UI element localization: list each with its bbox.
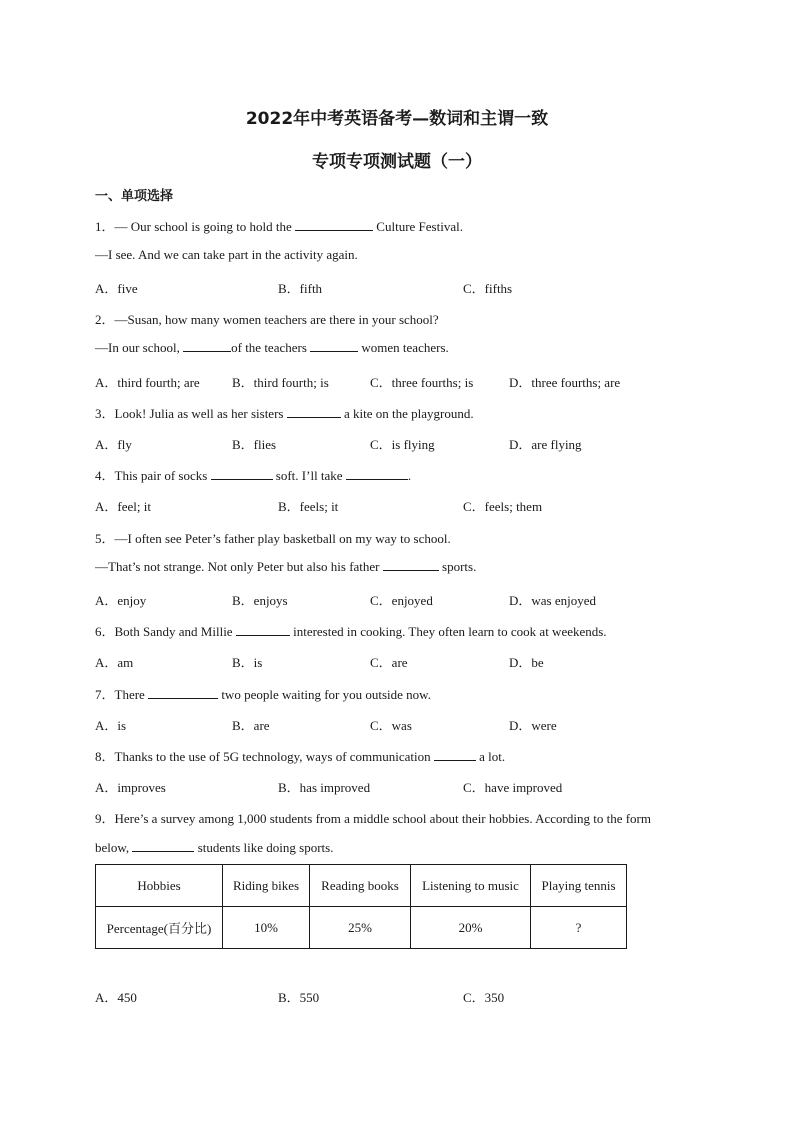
question-5-option-d: D．was enjoyed	[509, 593, 597, 608]
answer-blank	[310, 340, 358, 352]
question-7-option-d: D．were	[509, 718, 557, 733]
question-9-option-b: B．550	[278, 990, 320, 1005]
question-9-line-1: 9．Here’s a survey among 1,000 students from a middle school about their hobbies. According to the form	[95, 811, 651, 826]
question-4-option-c: C．feels; them	[463, 499, 543, 514]
question-9-option-c: C．350	[463, 990, 505, 1005]
table-header-row	[96, 865, 627, 907]
question-3-option-d: D．are flying	[509, 437, 582, 452]
table-cell: Reading books	[310, 865, 411, 907]
question-7-option-b: B．are	[232, 718, 270, 733]
question-4-option-a: A．feel; it	[95, 499, 151, 514]
question-1-option-b: B．fifth	[278, 281, 323, 296]
answer-blank	[236, 624, 290, 636]
table-row	[96, 907, 627, 949]
question-7-option-c: C．was	[370, 718, 412, 733]
question-1-option-c: C．fifths	[463, 281, 513, 296]
table-cell: Listening to music	[411, 865, 531, 907]
question-6-line-1: 6．Both Sandy and Millie interested in cooking. They often learn to cook at weekends.	[95, 624, 607, 639]
answer-blank	[148, 687, 218, 699]
table-cell: Riding bikes	[223, 865, 310, 907]
answer-blank	[295, 219, 373, 231]
question-8-option-a: A．improves	[95, 780, 166, 795]
question-6-option-b: B．is	[232, 655, 263, 670]
question-2-option-b: B．third fourth; is	[232, 375, 329, 390]
question-9-option-a: A．450	[95, 990, 137, 1005]
table-cell: Percentage(百分比)	[96, 907, 223, 949]
question-5-line-1: 5．—I often see Peter’s father play basketball on my way to school.	[95, 531, 451, 546]
answer-blank	[183, 340, 231, 352]
table-cell: ?	[531, 907, 627, 949]
question-3-option-c: C．is flying	[370, 437, 435, 452]
question-2-option-c: C．three fourths; is	[370, 375, 474, 390]
question-2-option-a: A．third fourth; are	[95, 375, 200, 390]
question-6-option-c: C．are	[370, 655, 408, 670]
answer-blank	[211, 468, 273, 480]
question-6-option-a: A．am	[95, 655, 134, 670]
question-8-option-c: C．have improved	[463, 780, 563, 795]
survey-table	[95, 864, 627, 949]
answer-blank	[346, 468, 408, 480]
question-5-option-b: B．enjoys	[232, 593, 288, 608]
question-3-option-b: B．flies	[232, 437, 277, 452]
question-4-line-1: 4．This pair of socks soft. I’ll take .	[95, 468, 412, 483]
question-1-option-a: A．five	[95, 281, 138, 296]
answer-blank	[132, 840, 194, 852]
question-1-line-1: 1．— Our school is going to hold the Culture Festival.	[95, 219, 463, 234]
question-1-line-2: —I see. And we can take part in the activity again.	[95, 247, 358, 262]
section-heading: 一、单项选择	[95, 189, 174, 204]
question-2-option-d: D．three fourths; are	[509, 375, 621, 390]
question-7-line-1: 7．There two people waiting for you outside now.	[95, 687, 431, 702]
question-8-option-b: B．has improved	[278, 780, 371, 795]
question-3-line-1: 3．Look! Julia as well as her sisters a kite on the playground.	[95, 406, 474, 421]
question-7-option-a: A．is	[95, 718, 127, 733]
question-3-option-a: A．fly	[95, 437, 132, 452]
answer-blank	[287, 406, 341, 418]
question-5-option-c: C．enjoyed	[370, 593, 433, 608]
table-cell: 20%	[411, 907, 531, 949]
question-4-option-b: B．feels; it	[278, 499, 339, 514]
table-cell: 25%	[310, 907, 411, 949]
question-8-line-1: 8．Thanks to the use of 5G technology, ways of communication a lot.	[95, 749, 506, 764]
question-2-line-2: —In our school, of the teachers women teachers.	[95, 340, 449, 355]
question-5-line-2: —That’s not strange. Not only Peter but also his father sports.	[95, 559, 477, 574]
table-cell: Hobbies	[96, 865, 223, 907]
question-9-line-2: below, students like doing sports.	[95, 840, 334, 855]
document-title: 2022年中考英语备考—数词和主谓一致	[245, 109, 549, 129]
table-cell: Playing tennis	[531, 865, 627, 907]
document-subtitle: 专项专项测试题（一）	[312, 152, 482, 172]
answer-blank	[383, 559, 439, 571]
table-cell: 10%	[223, 907, 310, 949]
question-2-line-1: 2．—Susan, how many women teachers are there in your school?	[95, 312, 439, 327]
question-5-option-a: A．enjoy	[95, 593, 147, 608]
question-6-option-d: D．be	[509, 655, 544, 670]
answer-blank	[434, 749, 476, 761]
